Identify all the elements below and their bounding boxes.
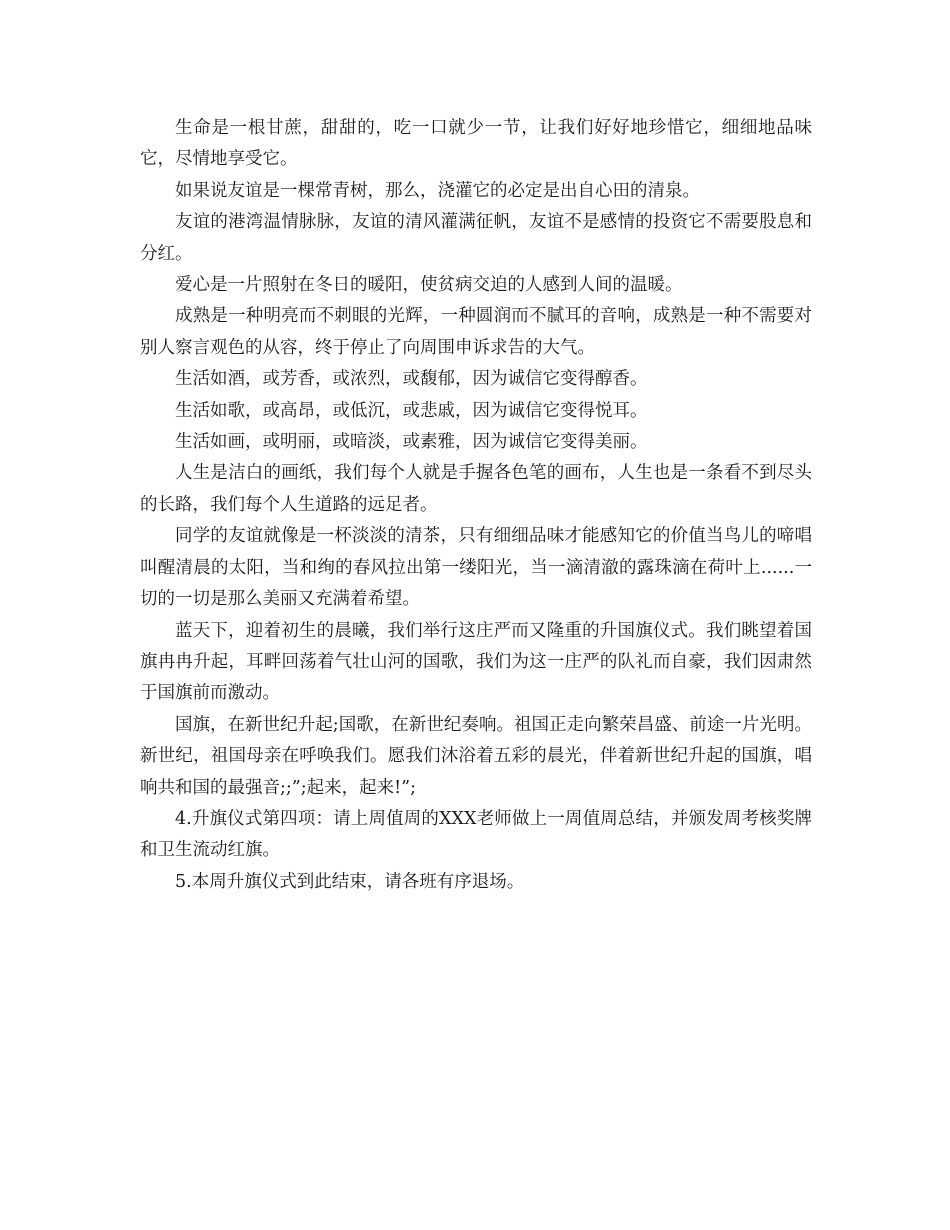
paragraph-6: 生活如酒，或芳香，或浓烈，或馥郁，因为诚信它变得醇香。 [175,369,648,390]
document-body [140,113,812,898]
paragraph-4: 爱心是一片照射在冬日的暖阳，使贫病交迫的人感到人间的温暖。 [175,275,683,296]
paragraph-1: 生命是一根甘蔗，甜甜的，吃一口就少一节，让我们好好地珍惜它，细细地品味它，尽情地享受它。 [140,118,812,170]
paragraph-14: 5.本周升旗仪式到此结束，请各班有序退场。 [175,871,525,892]
paragraph-10: 同学的友谊就像是一杯淡淡的清茶，只有细细品味才能感知它的价值当鸟儿的啼唱叫醒清晨的太阳，当和绚的春风拉出第一缕阳光，当一滴清澈的露珠滴在荷叶上......一切的一切是那么美丽又充满着希望。 [140,526,812,610]
paragraph-3: 友谊的港湾温情脉脉，友谊的清风灌满征帆，友谊不是感情的投资它不需要股息和分红。 [140,212,812,264]
paragraph-5: 成熟是一种明亮而不刺眼的光辉，一种圆润而不腻耳的音响，成熟是一种不需要对别人察言观色的从容，终于停止了向周围申诉求告的大气。 [140,306,812,358]
paragraph-7: 生活如歌，或高昂，或低沉，或悲戚，因为诚信它变得悦耳。 [175,400,648,421]
paragraph-13: 4.升旗仪式第四项：请上周值周的XXX老师做上一周值周总结，并颁发周考核奖牌和卫生流动红旗。 [140,808,812,861]
paragraph-2: 如果说友谊是一棵常青树，那么，浇灌它的必定是出自心田的清泉。 [175,180,700,201]
paragraph-12: 国旗，在新世纪升起;国歌，在新世纪奏响。祖国正走向繁荣昌盛、前途一片光明。新世纪，祖国母亲在呼唤我们。愿我们沐浴着五彩的晨光，伴着新世纪升起的国旗，唱响共和国的最强音;;”;起来，起来!”; [140,714,812,798]
paragraph-9: 人生是洁白的画纸，我们每个人就是手握各色笔的画布，人生也是一条看不到尽头的长路，我们每个人生道路的远足者。 [140,463,812,515]
paragraph-11: 蓝天下，迎着初生的晨曦，我们举行这庄严而又隆重的升国旗仪式。我们眺望着国旗冉冉升起，耳畔回荡着气壮山河的国歌，我们为这一庄严的队礼而自豪，我们因肃然于国旗前而激动。 [140,620,812,704]
paragraph-8: 生活如画，或明丽，或暗淡，或素雅，因为诚信它变得美丽。 [175,432,648,453]
